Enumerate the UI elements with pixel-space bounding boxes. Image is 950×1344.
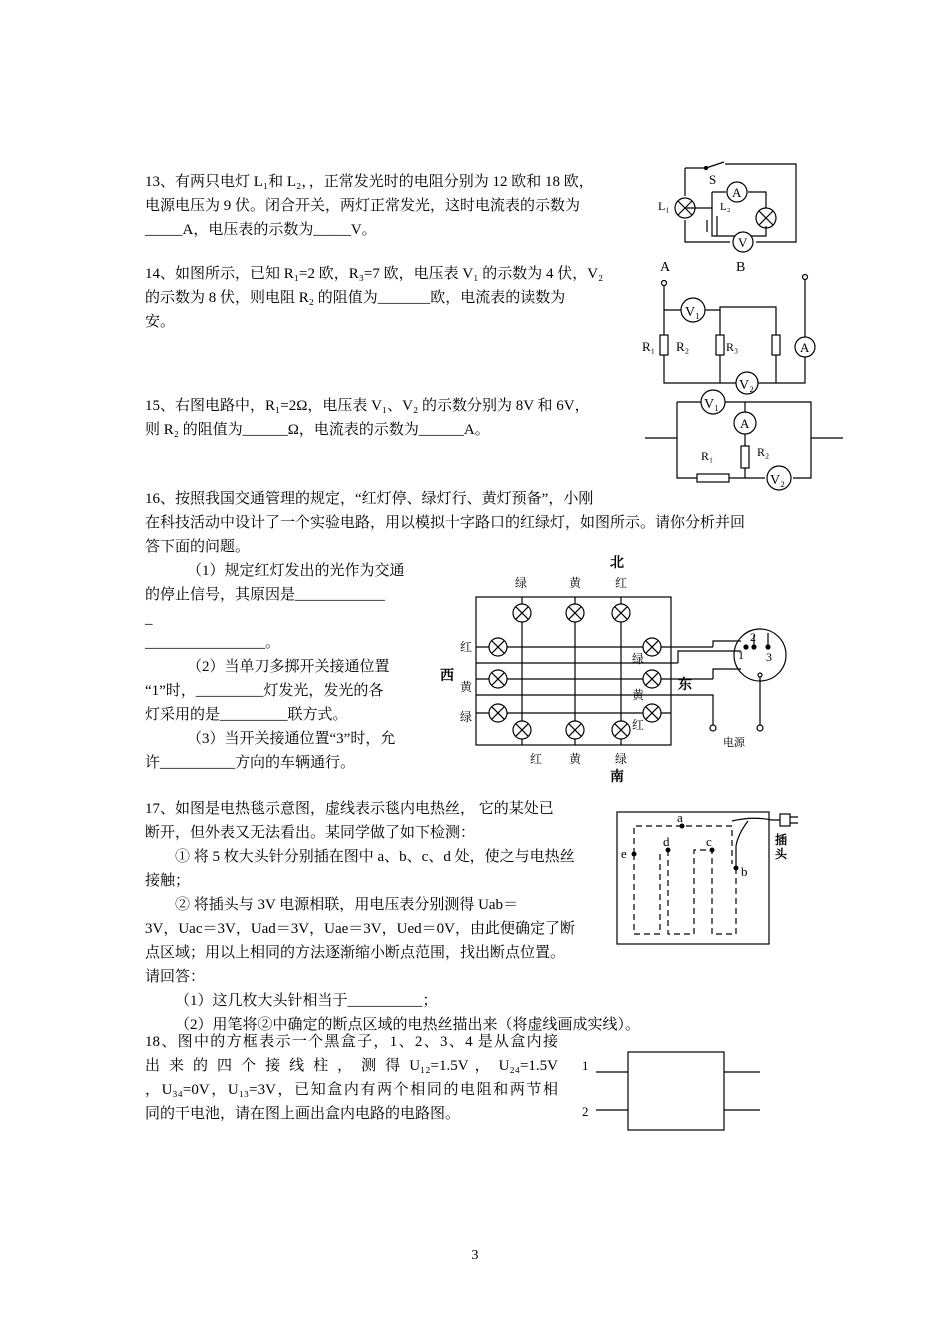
q16-south-label: 南 xyxy=(610,770,624,785)
q16-east-green: 绿 xyxy=(632,652,645,666)
traffic-lamp xyxy=(566,721,584,739)
q17-electric-blanket-figure xyxy=(612,806,802,946)
q17-plug-label: 插头 xyxy=(775,833,788,861)
q18-line: 18、图中的方框表示一个黑盒子，1、2、3、4 是从盒内接 xyxy=(145,1034,558,1050)
q16-north-red: 红 xyxy=(615,576,628,590)
q14-v1-label: V₁ xyxy=(685,305,700,320)
q17-line: （2）用笔将②中确定的断点区域的电热丝描出来（将虚线画成实线）。 xyxy=(175,1017,641,1033)
q17-point-b: b xyxy=(741,864,748,879)
q13-ammeter-label: A xyxy=(732,185,742,200)
q13-line: 电源电压为 9 伏。闭合开关，两灯正常发光，这时电流表的示数为 xyxy=(145,198,581,214)
q16-power-label: 电源 xyxy=(723,737,745,749)
q16-sub-line: _ xyxy=(145,611,153,627)
q14-text xyxy=(145,262,635,334)
q18-terminal-1: 1 xyxy=(582,1058,589,1073)
q16-line: 答下面的问题。 xyxy=(145,539,251,555)
q16-sub-line: 灯采用的是_________联方式。 xyxy=(145,707,348,723)
q14-circuit-figure xyxy=(640,255,825,400)
q14-line: 的示数为 8 伏，则电阻 R₂ 的阻值为_______欧，电流表的读数为 xyxy=(145,290,566,306)
q16-sub-line: （3）当开关接通位置“3”时，允 xyxy=(187,731,396,747)
q13-circuit-figure xyxy=(650,158,800,254)
q16-west-label: 西 xyxy=(440,669,454,684)
q17-line: 请回答： xyxy=(145,969,206,985)
q14-v2-label: V₂ xyxy=(739,378,754,393)
q13-line: _____A，电压表的示数为_____V。 xyxy=(145,222,377,238)
traffic-lamp xyxy=(566,604,584,622)
q16-north-label: 北 xyxy=(610,556,624,571)
q15-ammeter-label: A xyxy=(740,416,750,431)
traffic-lamp xyxy=(513,604,531,622)
q16-switch-pos3: 3 xyxy=(766,650,772,664)
q15-r2-label: R₂ xyxy=(757,445,770,459)
q13-voltmeter-label: V xyxy=(738,235,748,250)
q16-sub-line: （1）规定红灯发出的光作为交通 xyxy=(187,563,405,579)
q16-north-green: 绿 xyxy=(515,576,528,590)
traffic-lamp xyxy=(489,704,507,722)
q16-west-yellow: 黄 xyxy=(460,680,473,694)
q18-black-box-figure xyxy=(578,1050,768,1132)
q17-point-c: c xyxy=(706,834,712,849)
q13-text xyxy=(145,170,635,242)
traffic-lamp xyxy=(643,704,661,722)
q16-sub-line: ________________。 xyxy=(145,635,281,651)
q16-subquestions xyxy=(145,559,435,775)
q16-west-red: 红 xyxy=(460,640,473,654)
q16-east-red: 红 xyxy=(632,718,645,732)
q18-line: 同的干电池，请在图上画出盒内电路的电路图。 xyxy=(145,1106,461,1122)
q14-line: 安。 xyxy=(145,314,176,330)
q13-switch-label: S xyxy=(709,172,717,187)
q14-r2-label: R₂ xyxy=(676,339,690,354)
q14-ammeter-label: A xyxy=(800,340,810,355)
q13-l1-label: L₁ xyxy=(658,199,670,213)
q18-line: ，U₃₄=0V，U₁₃=3V，已知盒内有两个相同的电阻和两节相 xyxy=(145,1082,558,1098)
q16-switch-pos1: 1 xyxy=(738,648,744,662)
q17-line: 接触； xyxy=(145,873,191,889)
traffic-lamp xyxy=(643,638,661,656)
q14-terminal-b: B xyxy=(736,260,746,275)
q17-line: 断开，但外表又无法看出。某同学做了如下检测： xyxy=(145,825,476,841)
q13-l2-label: L₂ xyxy=(720,201,731,213)
traffic-lamp xyxy=(612,604,630,622)
q16-west-green: 绿 xyxy=(460,710,473,724)
q15-r1-label: R₁ xyxy=(701,449,714,463)
page-number: 3 xyxy=(471,1248,479,1263)
q18-text xyxy=(145,1030,558,1126)
q14-r1-label: R₁ xyxy=(642,339,656,354)
q14-r3-label: R₃ xyxy=(726,340,739,354)
q16-line: 在科技活动中设计了一个实验电路，用以模拟十字路口的红绿灯，如图所示。请你分析并回 xyxy=(145,515,746,531)
q17-line: 点区域；用以上相同的方法逐渐缩小断点范围，找出断点位置。 xyxy=(145,945,566,961)
q16-sub-line: 的停止信号，其原因是____________ xyxy=(145,587,386,603)
q15-v2-label: V₂ xyxy=(770,473,785,488)
q13-line: 13、有两只电灯 L₁和 L₂，，正常发光时的电阻分别为 12 欧和 18 欧， xyxy=(145,174,594,190)
q16-text xyxy=(145,487,810,559)
q17-line: 17、如图是电热毯示意图，虚线表示毯内电热丝， 它的某处已 xyxy=(145,801,554,817)
traffic-lamp xyxy=(612,721,630,739)
q17-line: ① 将 5 枚大头针分别插在图中 a、b、c、d 处，使之与电热丝 xyxy=(175,849,575,865)
q17-line: ② 将插头与 3V 电源相联，用电压表分别测得 Uab＝ xyxy=(175,897,519,913)
q16-switch-pos2: 2 xyxy=(750,630,756,644)
traffic-lamp xyxy=(513,721,531,739)
q15-v1-label: V₁ xyxy=(704,397,719,412)
traffic-lamp xyxy=(489,670,507,688)
q15-line: 则 R₂ 的阻值为______Ω，电流表的示数为______A。 xyxy=(145,422,490,438)
q16-south-green: 绿 xyxy=(615,752,628,766)
q18-terminal-2: 2 xyxy=(582,1104,589,1119)
q16-east-yellow: 黄 xyxy=(632,688,645,702)
traffic-lamp xyxy=(643,670,661,688)
q15-circuit-figure xyxy=(645,388,843,493)
q15-line: 15、右图电路中，R₁=2Ω，电压表 V₁、V₂ 的示数分别为 8V 和 6V， xyxy=(145,398,590,414)
q16-sub-line: 许__________方向的车辆通行。 xyxy=(145,755,356,771)
q16-south-red: 红 xyxy=(530,752,543,766)
q16-traffic-light-figure xyxy=(438,555,793,790)
q16-line: 16、按照我国交通管理的规定，“红灯停、绿灯行、黄灯预备”，小刚 xyxy=(145,491,594,507)
q16-south-yellow: 黄 xyxy=(569,752,582,766)
q17-line: （1）这几枚大头针相当于__________； xyxy=(175,993,438,1009)
q16-east-label: 东 xyxy=(678,678,692,693)
q14-terminal-a: A xyxy=(660,260,671,275)
q15-text xyxy=(145,394,635,442)
q17-line: 3V，Uac＝3V，Uad＝3V，Uae＝3V，Ued＝0V，由此便确定了断 xyxy=(145,921,575,937)
q18-line: 出 来 的 四 个 接 线 柱 ， 测 得 U₁₂=1.5V ， U₂₄=1.5V xyxy=(145,1058,558,1074)
q16-north-yellow: 黄 xyxy=(569,576,582,590)
q17-point-e: e xyxy=(621,846,627,861)
q16-sub-line: “1”时，_________灯发光，发光的各 xyxy=(145,683,384,699)
q14-line: 14、如图所示，已知 R₁=2 欧，R₃=7 欧，电压表 V₁ 的示数为 4 伏，V₂ xyxy=(145,266,604,282)
q16-sub-line: （2）当单刀多掷开关接通位置 xyxy=(187,659,390,675)
q17-point-d: d xyxy=(663,834,670,849)
traffic-lamp xyxy=(489,638,507,656)
q17-point-a: a xyxy=(677,810,683,825)
